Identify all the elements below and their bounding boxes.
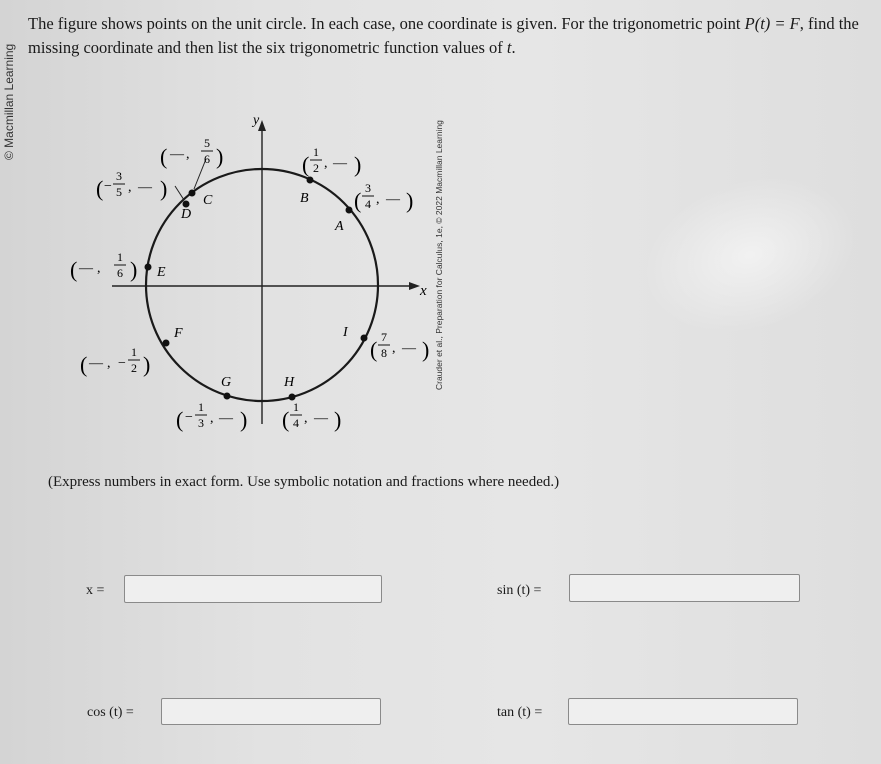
svg-text:(: ( [176, 407, 184, 432]
svg-text:—: — [402, 341, 416, 356]
label-a: A [335, 219, 344, 234]
svg-text:5: 5 [204, 136, 210, 150]
svg-text:−: − [118, 356, 126, 371]
svg-text:): ) [143, 352, 151, 377]
svg-text:6: 6 [117, 266, 123, 280]
svg-text:,: , [392, 341, 396, 356]
svg-text:(: ( [370, 337, 378, 362]
tan-field-label: tan (t) = [497, 705, 543, 720]
svg-text:1: 1 [198, 400, 204, 414]
label-e: E [157, 265, 166, 280]
svg-text:6: 6 [204, 152, 210, 166]
svg-text:): ) [130, 257, 138, 282]
point-a [346, 207, 353, 214]
svg-text:,: , [107, 356, 111, 371]
coord-label-d [96, 169, 167, 201]
svg-text:—: — [138, 180, 152, 195]
svg-text:—: — [386, 192, 400, 207]
coord-label-e [70, 250, 137, 282]
coord-label-a [354, 181, 413, 213]
svg-text:(: ( [96, 176, 104, 201]
svg-text:—: — [219, 411, 233, 426]
svg-text:,: , [128, 180, 132, 195]
question-formula: P(t) = F [744, 14, 800, 33]
label-f: F [174, 326, 183, 341]
svg-text:(: ( [354, 188, 362, 213]
svg-text:): ) [160, 176, 168, 201]
svg-text:(: ( [160, 144, 168, 169]
question-end: . [511, 38, 516, 57]
svg-text:2: 2 [313, 161, 319, 175]
svg-text:): ) [334, 407, 342, 432]
instructions-text: (Express numbers in exact form. Use symbolic notation and fractions where needed.) [48, 474, 560, 490]
question-part2: , find the missing coordinate and then list the six trigonometric function values of [28, 14, 859, 57]
svg-text:(: ( [80, 352, 88, 377]
point-f [163, 340, 170, 347]
svg-text:1: 1 [131, 345, 137, 359]
x-answer-input[interactable] [124, 575, 382, 603]
coord-label-b [302, 145, 361, 177]
point-b [307, 177, 314, 184]
svg-text:—: — [89, 356, 103, 371]
svg-text:—: — [314, 411, 328, 426]
coord-label-i [370, 330, 429, 362]
label-h: H [284, 375, 295, 390]
svg-text:,: , [210, 411, 214, 426]
svg-text:−: − [104, 179, 112, 194]
sin-field-label: sin (t) = [497, 583, 542, 598]
svg-text:4: 4 [365, 197, 371, 211]
svg-text:,: , [97, 261, 101, 276]
svg-text:): ) [216, 144, 224, 169]
leader-d [175, 186, 184, 200]
svg-text:,: , [376, 192, 380, 207]
label-b: B [300, 191, 309, 206]
svg-text:): ) [406, 188, 414, 213]
label-d: D [181, 207, 192, 222]
question-part1: The figure shows points on the unit circle. In each case, one coordinate is given. For the trigonometric point [28, 14, 745, 33]
svg-text:(: ( [282, 407, 290, 432]
copyright-right: Crauder et al., Preparation for Calculus, 1e, © 2022 Macmillan Learning [434, 120, 444, 390]
copyright-left: © Macmillan Learning [2, 43, 16, 160]
svg-text:,: , [324, 156, 328, 171]
svg-text:(: ( [302, 152, 310, 177]
coord-label-h [282, 400, 341, 432]
svg-text:): ) [240, 407, 248, 432]
svg-text:,: , [186, 147, 190, 162]
svg-text:4: 4 [293, 416, 299, 430]
point-i [361, 335, 368, 342]
point-e [145, 264, 152, 271]
cos-field-label: cos (t) = [87, 705, 134, 720]
x-axis-label: x [420, 283, 427, 299]
svg-text:3: 3 [198, 416, 204, 430]
svg-text:1: 1 [117, 250, 123, 264]
svg-text:8: 8 [381, 346, 387, 360]
question-variable: t [506, 38, 512, 57]
svg-text:): ) [422, 337, 430, 362]
svg-text:5: 5 [116, 185, 122, 199]
svg-text:1: 1 [293, 400, 299, 414]
tan-answer-input[interactable] [568, 698, 798, 725]
y-axis-label: y [253, 113, 260, 128]
svg-text:,: , [304, 411, 308, 426]
svg-text:7: 7 [381, 330, 387, 344]
label-c: C [203, 193, 213, 208]
x-field-label: x = [86, 583, 105, 598]
x-axis-arrow [409, 282, 420, 290]
point-c [189, 190, 196, 197]
svg-text:—: — [79, 261, 93, 276]
svg-text:—: — [333, 156, 347, 171]
point-g [224, 393, 231, 400]
svg-text:1: 1 [313, 145, 319, 159]
svg-text:−: − [185, 410, 193, 425]
coord-label-g [176, 400, 247, 432]
svg-text:3: 3 [365, 181, 371, 195]
cos-answer-input[interactable] [161, 698, 381, 725]
svg-text:): ) [354, 152, 362, 177]
coord-label-c [160, 136, 223, 169]
svg-text:—: — [170, 147, 184, 162]
label-g: G [221, 375, 232, 390]
coord-label-f [80, 345, 150, 377]
svg-text:2: 2 [131, 361, 137, 375]
sin-answer-input[interactable] [569, 574, 800, 602]
svg-text:3: 3 [116, 169, 122, 183]
label-i: I [343, 325, 348, 340]
svg-text:(: ( [70, 257, 78, 282]
